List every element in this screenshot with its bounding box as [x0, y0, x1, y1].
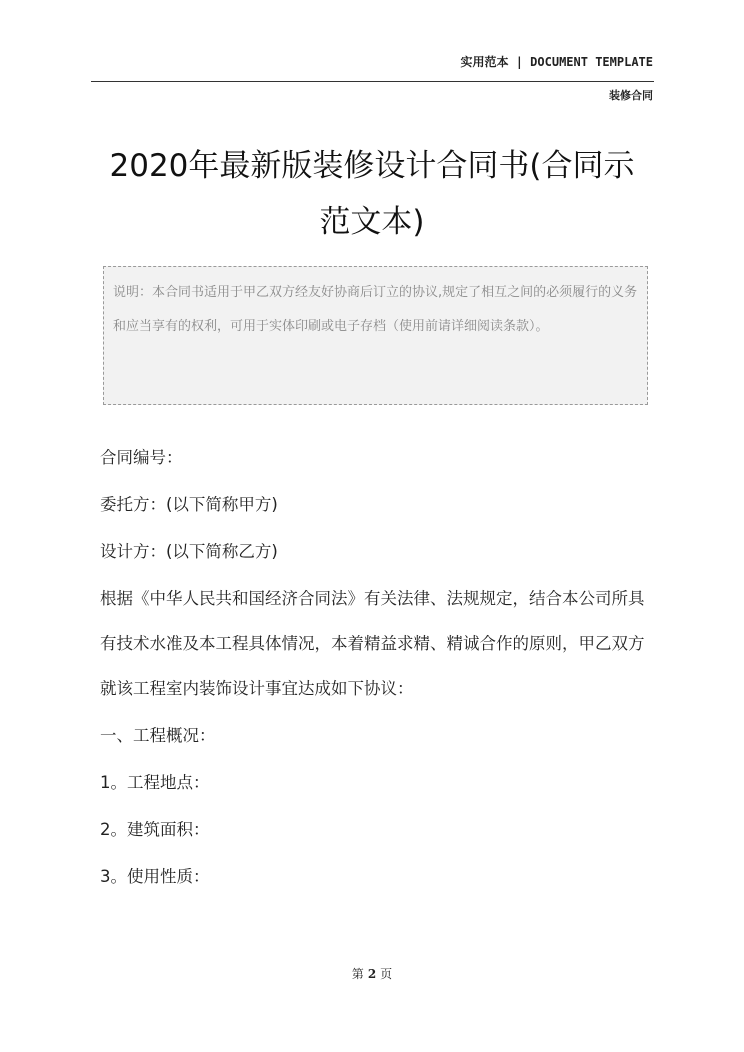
- section-heading-project-overview: 一、工程概况：: [100, 726, 216, 745]
- item-usage-type: 3。使用性质：: [100, 867, 210, 886]
- contract-body: [100, 435, 655, 901]
- item-project-location: 1。工程地点：: [100, 773, 210, 792]
- client-party-line: 委托方：(以下简称甲方): [100, 495, 278, 514]
- page-number: 2: [367, 967, 377, 981]
- document-title: 2020年最新版装修设计合同书(合同示范文本): [109, 148, 635, 240]
- preamble-paragraph: 根据《中华人民共和国经济合同法》有关法律、法规规定，结合本公司所具有技术水准及本工程具体情况，本着精益求精、精诚合作的原则，甲乙双方就该工程室内装饰设计事宜达成如下协议：: [100, 589, 645, 698]
- footer-suffix: 页: [380, 967, 393, 981]
- header-category-label: 装修合同: [609, 89, 653, 102]
- page-footer: [0, 965, 744, 982]
- item-building-area: 2。建筑面积：: [100, 820, 210, 839]
- contract-number-line: 合同编号：: [100, 448, 183, 467]
- footer-prefix: 第: [351, 967, 364, 981]
- notice-text: 说明：本合同书适用于甲乙双方经友好协商后订立的协议,规定了相互之间的必须履行的义务和应当享有的权利，可用于实体印刷或电子存档（使用前请详细阅读条款）。: [113, 285, 638, 334]
- notice-box: [103, 266, 648, 405]
- designer-party-line: 设计方：(以下简称乙方): [100, 542, 278, 561]
- header-document-template-label: 实用范本 | DOCUMENT TEMPLATE: [460, 55, 653, 69]
- header-divider: [91, 81, 654, 82]
